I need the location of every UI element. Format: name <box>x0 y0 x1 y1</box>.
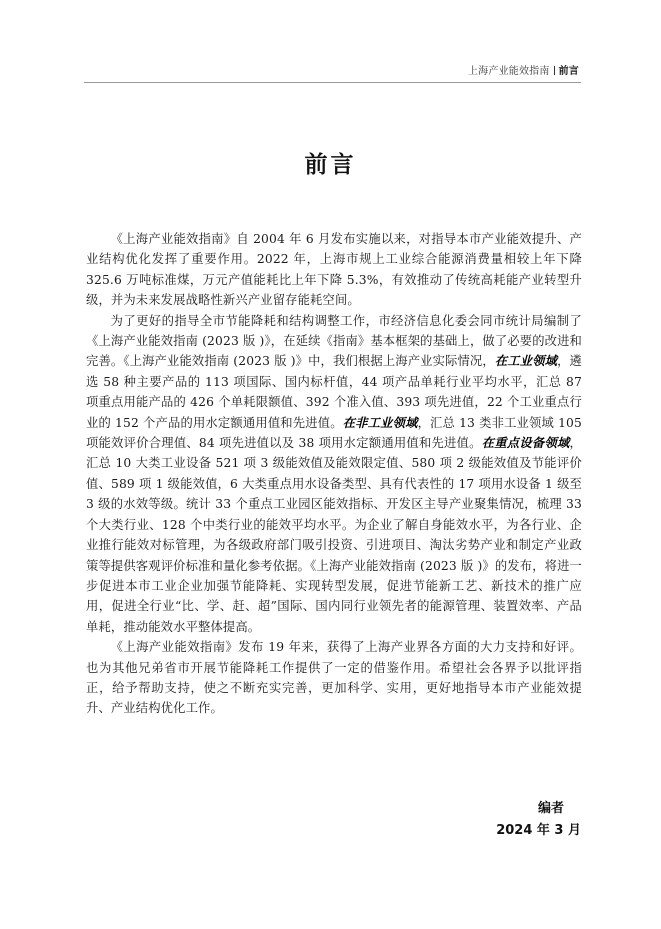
running-header <box>468 62 579 77</box>
paragraph-2-text-3: ，汇总 13 类非工业领域 105 项能效评价合理值、84 项先进值以及 38 项用水定额通用值和先进值。 <box>86 415 582 451</box>
keyword-non-industrial-field: 在非工业领域 <box>342 415 418 430</box>
running-header-separator <box>554 66 555 75</box>
signature-author: 编者 <box>537 801 564 816</box>
paragraph-2-text-4: ，汇总 10 大类工业设备 521 项 3 级能效值及能效限定值、580 项 2 级能效值及节能评价值、589 项 1 级能效值，6 大类重点用水设备类型、具有代表性的 17 项用水设备 1 级至 3 级的水效等级。统计 33 个重点工业园区能效指标、开发区主导产业聚集情况，梳理 33 个大类行业、128 个中类行业的能效平均水平。为企业了解自身能效水平，为各行业、企业推行能效对标管理，为各级政府部门吸引投资、引进项目、淘汰劣势产业和制定产业政策等提供客观评价标准和量化参考依据。《上海产业能效指南 (2023 版 )》的发布，将进一步促进本市工业企业加强节能降耗、实现转型发展，促进节能新工艺、新技术的推广应用，促进全行业“比、学、赶、超”国际、国内同行业领先者的能源管理、装置效率、产品单耗，推动能效水平整体提高。 <box>86 436 582 634</box>
page-title: 前言 <box>304 152 357 178</box>
paragraph-2-text-1: 为了更好的指导全市节能降耗和结构调整工作，市经济信息化委会同市统计局编制了《上海产业能效指南 (2023 版 )》，在延续《指南》基本框架的基础上，做了必要的改进和完善。《上海产业能效指南 (2023 版 )》中，我们根据上海产业实际情况， <box>86 313 582 369</box>
header-rule <box>84 82 581 83</box>
running-header-book-title: 上海产业能效指南 <box>467 66 550 77</box>
keyword-industrial-field: 在工业领域 <box>494 354 558 369</box>
keyword-key-equipment-field: 在重点设备领域 <box>481 436 570 451</box>
signature <box>496 798 581 842</box>
paragraph-3: 《上海产业能效指南》发布 19 年来，获得了上海产业界各方面的大力支持和好评。也为其他兄弟省市开展节能降耗工作提供了一定的借鉴作用。希望社会各界予以批评指正，给予帮助支持，使之不断充实完善，更加科学、实用，更好地指导本市产业能效提升、产业结构优化工作。 <box>86 640 582 716</box>
paragraph-2 <box>86 311 582 638</box>
running-header-section: 前言 <box>558 66 579 77</box>
body-text <box>86 229 582 719</box>
paragraph-1: 《上海产业能效指南》自 2004 年 6 月发布实施以来，对指导本市产业能效提升、产业结构优化发挥了重要作用。2022 年，上海市规上工业综合能源消费量相较上年下降 325.6 万吨标准煤，万元产值能耗比上年下降 5.3%，有效推动了传统高耗能产业转型升级，并为未来发展战略性新兴产业留存能耗空间。 <box>86 232 582 308</box>
signature-date: 2024 年 3 月 <box>496 823 581 838</box>
paragraph-2-text-2: ，遴选 58 种主要产品的 113 项国际、国内标杆值，44 项产品单耗行业平均水平，汇总 87 项重点用能产品的 426 个单耗限额值、392 个准入值、393 项先进值，22 个工业重点行业的 152 个产品的用水定额通用值和先进值。 <box>86 354 582 430</box>
